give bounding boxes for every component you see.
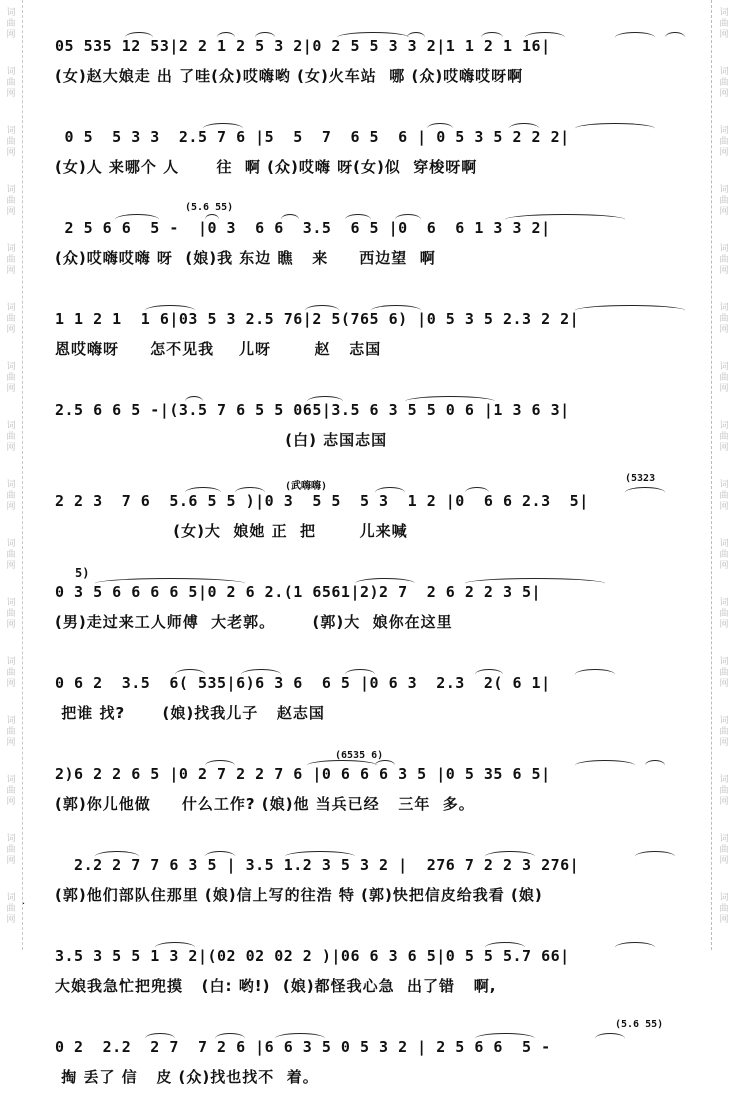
- slur-mark: [395, 214, 421, 225]
- slur-mark: [185, 487, 221, 498]
- slur-mark: [509, 123, 539, 134]
- notation-line: 0 3 5 6 6 6 6 5|0 2 6 2.(1 6561|2)2 7 2 6 2 2 3 5|: [55, 583, 542, 601]
- notation-line: 2.2 2 7 7 6 3 5 | 3.5 1.2 3 5 3 2 | 276 7 2 2 3 276|: [55, 856, 580, 874]
- slur-mark: [275, 1033, 325, 1044]
- slur-mark: [345, 669, 375, 680]
- grace-note-annotation: (5.6 55): [185, 202, 234, 213]
- slur-mark: [305, 305, 339, 316]
- watermark-text: 词 曲 网: [719, 126, 729, 158]
- lyrics-line: 掏 丢了 信 皮 (众)找也找不 着。: [55, 1068, 319, 1086]
- slur-mark: [485, 851, 535, 862]
- slur-mark: [95, 578, 245, 589]
- slur-mark: [215, 1033, 245, 1044]
- notation-line: 3.5 3 5 5 1 3 2|(02 02 02 2 )|06 6 3 6 5|0 5 5 5.7 66|: [55, 947, 570, 965]
- slur-mark: [525, 32, 565, 43]
- notation-line: 2 2 3 7 6 5.6 5 5 )|0 3 5 5 5 3 1 2 |0 6 6 2.3 5|: [55, 492, 589, 510]
- slur-mark: [475, 669, 503, 680]
- watermark-text: 词 曲 网: [6, 657, 16, 689]
- slur-mark: [615, 942, 655, 953]
- watermark-text: 词 曲 网: [6, 716, 16, 748]
- numbered-music-score: [55, 26, 685, 1118]
- watermark-text: 词 曲 网: [719, 421, 729, 453]
- notation-line: 2)6 2 2 6 5 |0 2 7 2 2 7 6 |0 6 6 6 3 5 |0 5 35 6 5|: [55, 765, 551, 783]
- slur-mark: [307, 760, 377, 771]
- watermark-text: 词 曲 网: [719, 480, 729, 512]
- watermark-text: 词 曲 网: [6, 539, 16, 571]
- watermark-text: 词 曲 网: [719, 362, 729, 394]
- lyrics-line: (男)走过来工人师傅 大老郭。 (郭)大 娘你在这里: [55, 613, 453, 631]
- slur-mark: [155, 942, 195, 953]
- notation-line: 0 5 5 3 3 2.5 7 6 |5 5 7 6 5 6 | 0 5 3 5 2 2 2|: [55, 128, 570, 146]
- lyrics-line: 大娘我急忙把兜摸 (白: 哟!) (娘)都怪我心急 出了错 啊,: [55, 977, 497, 995]
- grace-note-annotation: (6535 6): [335, 750, 384, 761]
- watermark-text: 词 曲 网: [719, 67, 729, 99]
- notation-line: 1 1 2 1 1 6|03 5 3 2.5 76|2 5(765 6) |0 5 3 5 2.3 2 2|: [55, 310, 580, 328]
- slur-mark: [405, 396, 495, 407]
- slur-mark: [575, 760, 635, 771]
- watermark-text: 词 曲 网: [6, 185, 16, 217]
- watermark-text: 词 曲 网: [6, 8, 16, 40]
- slur-mark: [337, 32, 409, 43]
- left-margin-watermark-strip: [0, 0, 26, 950]
- notation-line: 2 5 6 6 5 - |0 3 6 6 3.5 6 5 |0 6 6 1 3 3 2|: [55, 219, 551, 237]
- slur-mark: [465, 578, 605, 589]
- slur-mark: [125, 32, 153, 43]
- slur-mark: [241, 669, 281, 680]
- slur-mark: [307, 396, 343, 407]
- watermark-text: 词 曲 网: [719, 539, 729, 571]
- watermark-text: 词 曲 网: [6, 244, 16, 276]
- slur-mark: [281, 214, 299, 225]
- slur-mark: [205, 760, 235, 771]
- lyrics-line: (郭)你儿他做 什么工作? (娘)他 当兵已经 三年 多。: [55, 795, 475, 813]
- slur-mark: [505, 214, 625, 225]
- slur-mark: [475, 1033, 535, 1044]
- carried-grace-note: 5): [75, 566, 90, 580]
- slur-mark: [481, 32, 503, 43]
- slur-mark: [145, 305, 195, 316]
- score-system: [55, 1019, 685, 1118]
- lyrics-line: (女)人 来哪个 人 往 啊 (众)哎嗨 呀(女)似 穿梭呀啊: [55, 158, 478, 176]
- score-system: [55, 202, 685, 299]
- lyrics-line: (众)哎嗨哎嗨 呀 (娘)我 东边 瞧 来 西边望 啊: [55, 249, 436, 267]
- slur-mark: [175, 669, 205, 680]
- watermark-text: 词 曲 网: [6, 362, 16, 394]
- slur-mark: [115, 214, 159, 225]
- lyrics-line: (女)赵大娘走 出 了哇(众)哎嗨哟 (女)火车站 哪 (众)哎嗨哎呀啊: [55, 67, 524, 85]
- score-system: [55, 663, 685, 754]
- slur-mark: [575, 123, 655, 134]
- slur-mark: [375, 760, 395, 771]
- watermark-text: 词 曲 网: [719, 8, 729, 40]
- watermark-text: 词 曲 网: [719, 303, 729, 335]
- watermark-text: 词 曲 网: [6, 598, 16, 630]
- notation-line: 05 535 12 53|2 2 1 2 5 3 2|0 2 5 5 3 3 2|1 1 2 1 16|: [55, 37, 551, 55]
- score-system: [55, 845, 685, 936]
- right-margin-watermark-strip: [711, 0, 734, 950]
- page-dot: ·: [22, 899, 26, 910]
- watermark-text: 词 曲 网: [6, 834, 16, 866]
- watermark-text: 词 曲 网: [6, 67, 16, 99]
- watermark-text: 词 曲 网: [719, 775, 729, 807]
- watermark-text: 词 曲 网: [719, 834, 729, 866]
- watermark-text: 词 曲 网: [719, 893, 729, 925]
- watermark-text: 词 曲 网: [6, 126, 16, 158]
- slur-mark: [407, 32, 425, 43]
- score-system: [55, 566, 685, 663]
- watermark-text: 词 曲 网: [719, 244, 729, 276]
- notation-line: 0 6 2 3.5 6( 535|6)6 3 6 6 5 |0 6 3 2.3 2( 6 1|: [55, 674, 551, 692]
- slur-mark: [665, 32, 685, 43]
- slur-mark: [205, 851, 235, 862]
- slur-mark: [625, 487, 665, 498]
- score-system: [55, 117, 685, 208]
- watermark-text: 词 曲 网: [6, 421, 16, 453]
- score-system: [55, 299, 685, 390]
- slur-mark: [375, 487, 405, 498]
- slur-mark: [95, 851, 139, 862]
- slur-mark: [465, 487, 489, 498]
- watermark-text: 词 曲 网: [6, 303, 16, 335]
- score-system: [55, 390, 685, 481]
- watermark-text: 词 曲 网: [719, 657, 729, 689]
- slur-mark: [185, 396, 203, 407]
- slur-mark: [645, 760, 665, 771]
- slur-mark: [235, 487, 265, 498]
- slur-mark: [145, 1033, 175, 1044]
- slur-mark: [371, 305, 421, 316]
- slur-mark: [427, 123, 453, 134]
- score-system: [55, 473, 685, 572]
- slur-mark: [203, 123, 243, 134]
- grace-note-annotation: (5323: [625, 473, 656, 484]
- notation-line: 2.5 6 6 5 -|(3.5 7 6 5 5 065|3.5 6 3 5 5 0 6 |1 3 6 3|: [55, 401, 570, 419]
- score-system: [55, 26, 685, 117]
- slur-mark: [285, 851, 355, 862]
- slur-mark: [217, 32, 235, 43]
- watermark-text: 词 曲 网: [6, 893, 16, 925]
- watermark-text: 词 曲 网: [6, 775, 16, 807]
- lyrics-line: (女)大 娘她 正 把 儿来喊: [55, 522, 408, 540]
- watermark-text: 词 曲 网: [719, 185, 729, 217]
- watermark-text: 词 曲 网: [719, 716, 729, 748]
- slur-mark: [255, 32, 275, 43]
- slur-mark: [615, 32, 655, 43]
- slur-mark: [345, 214, 371, 225]
- notation-line: 0 2 2.2 2 7 7 2 6 |6 6 3 5 0 5 3 2 | 2 5 6 6 5 -: [55, 1038, 551, 1056]
- slur-mark: [575, 305, 685, 316]
- slur-mark: [635, 851, 675, 862]
- lyrics-line: (白) 志国志国: [55, 431, 388, 449]
- watermark-text: 词 曲 网: [6, 480, 16, 512]
- grace-note-annotation: (武嗨嗨): [285, 481, 328, 492]
- slur-mark: [355, 578, 415, 589]
- lyrics-line: 把谁 找? (娘)找我儿子 赵志国: [55, 704, 325, 722]
- lyrics-line: 恩哎嗨呀 怎不见我 儿呀 赵 志国: [55, 340, 382, 358]
- slur-mark: [485, 942, 525, 953]
- score-system: [55, 750, 685, 845]
- lyrics-line: (郭)他们部队住那里 (娘)信上写的往浩 特 (郭)快把信皮给我看 (娘): [55, 886, 543, 904]
- watermark-text: 词 曲 网: [719, 598, 729, 630]
- slur-mark: [205, 214, 219, 225]
- grace-note-annotation: (5.6 55): [615, 1019, 664, 1030]
- slur-mark: [575, 669, 615, 680]
- slur-mark: [595, 1033, 625, 1044]
